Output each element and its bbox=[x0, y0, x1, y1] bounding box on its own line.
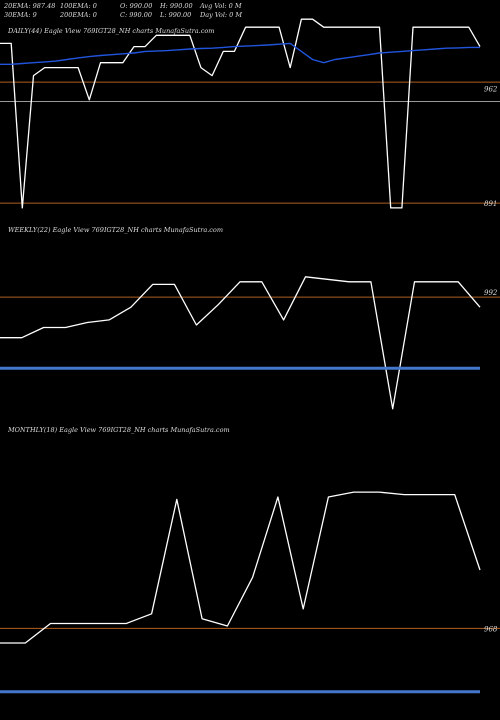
daily-panel-title: DAILY(44) Eagle View 769IGT28_NH charts MunafaSutra.com bbox=[8, 27, 215, 35]
ema100-text: 100EMA: 0 bbox=[60, 2, 97, 10]
daily-price-line bbox=[0, 19, 480, 208]
avg-vol-text: Avg Vol: 0 M bbox=[200, 2, 242, 10]
high-text: H: 990.00 bbox=[160, 2, 193, 10]
weekly-y-tick-label: 992 bbox=[484, 289, 498, 297]
monthly-panel-title: MONTHLY(18) Eagle View 769IGT28_NH charts MunafaSutra.com bbox=[8, 426, 230, 434]
daily-ema-line bbox=[0, 43, 480, 64]
ema20-text: 20EMA: 987.48 bbox=[4, 2, 56, 10]
day-vol-text: Day Vol: 0 M bbox=[200, 11, 243, 19]
low-text: L: 990.00 bbox=[160, 11, 192, 19]
monthly-price-line bbox=[0, 492, 480, 643]
daily-y-tick-label: 891 bbox=[484, 200, 498, 209]
ema200-text: 200EMA: 0 bbox=[60, 11, 97, 19]
close-text: C: 990.00 bbox=[120, 11, 152, 19]
weekly-panel-title: WEEKLY(22) Eagle View 769IGT28_NH charts MunafaSutra.com bbox=[8, 226, 224, 234]
ema30-text: 30EMA: 9 bbox=[4, 11, 37, 19]
open-text: O: 990.00 bbox=[120, 2, 153, 10]
daily-y-tick-label: 962 bbox=[484, 85, 498, 94]
monthly-y-tick-label: 968 bbox=[484, 625, 498, 634]
